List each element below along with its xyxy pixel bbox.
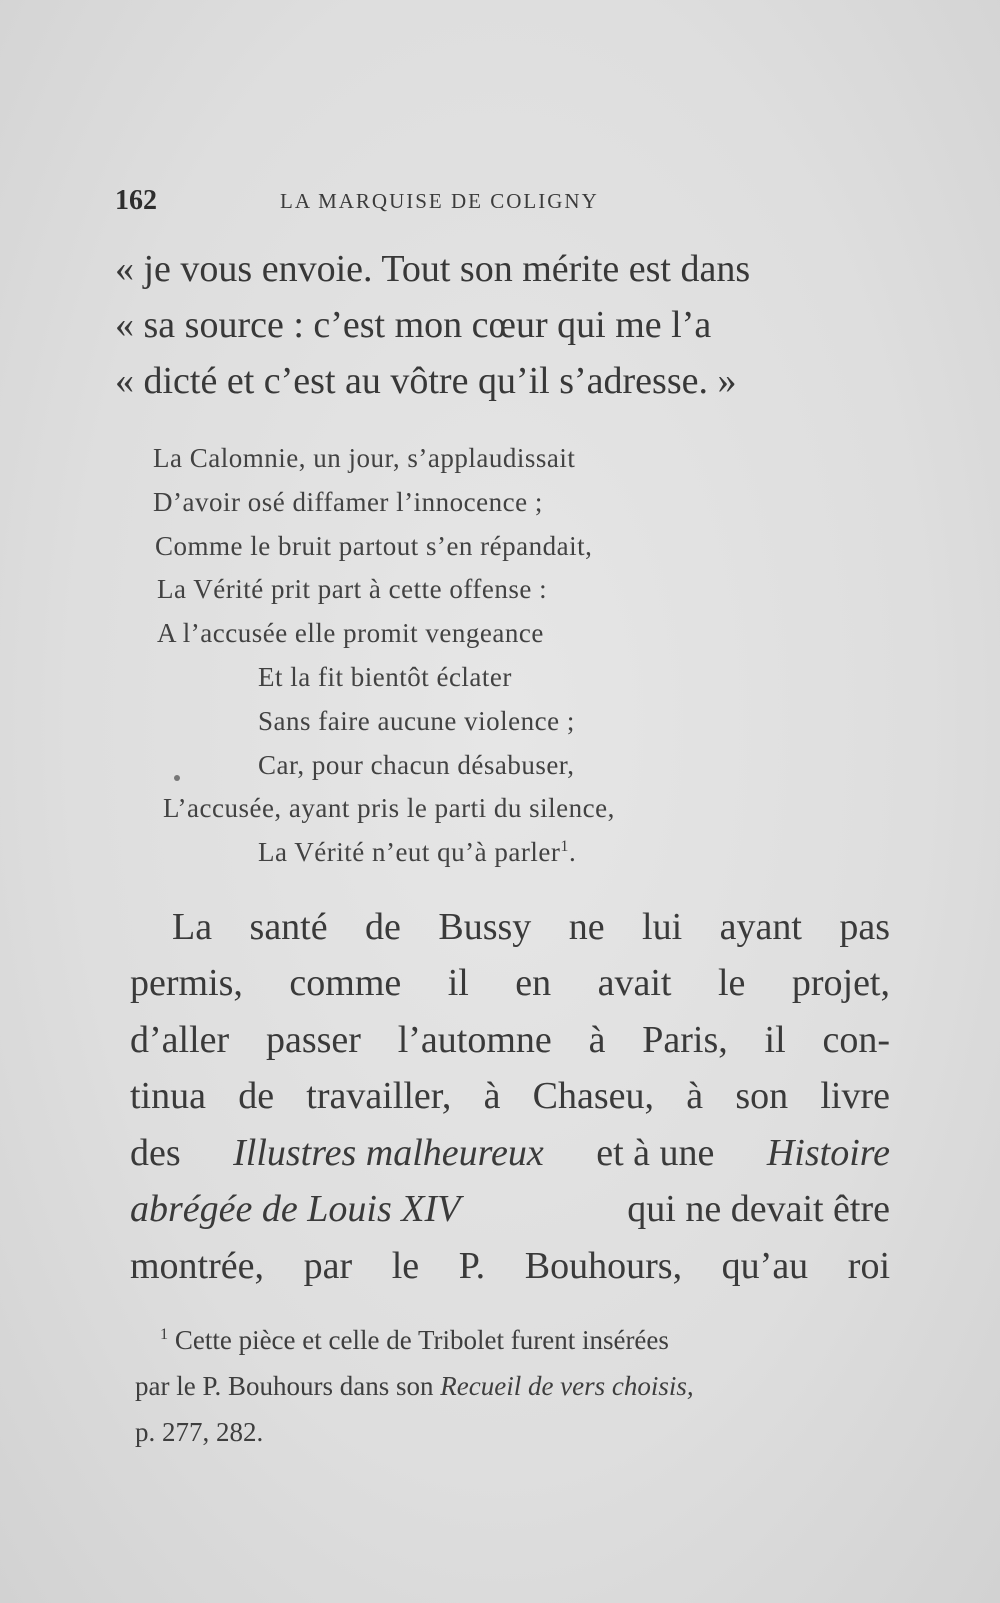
body-text: des bbox=[130, 1132, 181, 1174]
verse-line: Comme le bruit partout s’en répandait, bbox=[155, 531, 593, 561]
running-title: LA MARQUISE DE COLIGNY bbox=[280, 189, 599, 213]
verse-line: A l’accusée elle promit vengeance bbox=[157, 618, 544, 648]
body-line: tinua de travailler, à Chaseu, à son livre bbox=[130, 1075, 890, 1117]
quote-line: « sa source : c’est mon cœur qui me l’a bbox=[115, 304, 712, 346]
verse-line: Et la fit bientôt éclater bbox=[258, 662, 512, 692]
body-line: montrée, par le P. Bouhours, qu’au roi bbox=[130, 1245, 890, 1287]
footnote-line bbox=[160, 1317, 878, 1363]
footnote-text: Cette pièce et celle de Tribolet furent insérées bbox=[174, 1325, 669, 1355]
quote-line: « dicté et c’est au vôtre qu’il s’adresse. » bbox=[115, 360, 737, 402]
verse-text: La Vérité n’eut qu’à parler bbox=[258, 837, 561, 867]
verse-line: La Vérité prit part à cette offense : bbox=[157, 574, 548, 604]
footnote-number: 1 bbox=[160, 1325, 169, 1343]
book-title: Illustres malheureux bbox=[233, 1132, 544, 1174]
page-number: 162 bbox=[115, 185, 157, 216]
verse-line: D’avoir osé diffamer l’innocence ; bbox=[153, 487, 543, 517]
book-title: Recueil de vers choisis, bbox=[440, 1371, 694, 1401]
body-line: d’aller passer l’automne à Paris, il con- bbox=[130, 1019, 890, 1061]
verse-line: La Calomnie, un jour, s’applaudissait bbox=[153, 443, 576, 473]
footnote-line: p. 277, 282. bbox=[135, 1417, 264, 1447]
body-line bbox=[130, 1124, 890, 1182]
page-header bbox=[115, 185, 715, 221]
body-line: permis, comme il en avait le projet, bbox=[130, 962, 890, 1004]
verse-line: La Vérité n’eut qu’à parler$^1$. bbox=[258, 837, 577, 867]
footnote-text: par le P. Bouhours dans son bbox=[135, 1371, 441, 1401]
verse-line: L’accusée, ayant pris le parti du silence, bbox=[163, 793, 615, 823]
body-text: et à une bbox=[596, 1132, 715, 1174]
body-text: qui ne devait être bbox=[627, 1188, 890, 1230]
verse-line: Car, pour chacun désabuser, bbox=[258, 750, 575, 780]
footnote-line bbox=[135, 1363, 895, 1409]
quote-line: « je vous envoie. Tout son mérite est dans bbox=[115, 248, 751, 290]
book-title: Histoire bbox=[766, 1132, 890, 1174]
verse-line: Sans faire aucune violence ; bbox=[258, 706, 575, 736]
book-title: abrégée de Louis XIV bbox=[130, 1188, 461, 1230]
footnote-ref: 1 bbox=[560, 837, 569, 855]
body-line: La santé de Bussy ne lui ayant pas bbox=[172, 906, 890, 948]
ink-speck bbox=[174, 775, 180, 781]
body-line bbox=[130, 1180, 890, 1238]
